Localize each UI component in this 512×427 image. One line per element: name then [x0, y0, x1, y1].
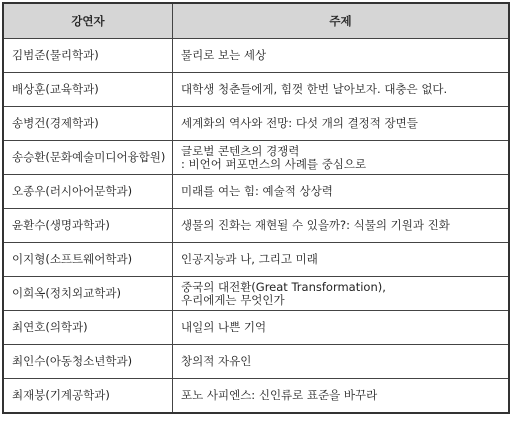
table-row	[3, 379, 509, 414]
table-row	[3, 243, 509, 277]
header-row	[3, 3, 509, 39]
topic-cell: 포노 사피엔스: 신인류로 표준을 바꾸라	[173, 379, 510, 414]
speaker-cell: 오종우(러시아어문학과)	[3, 175, 173, 209]
table-row	[3, 175, 509, 209]
topic-line: 중국의 대전환(Great Transformation),	[181, 279, 386, 294]
table-row	[3, 277, 509, 311]
speaker-cell: 최연호(의학과)	[3, 311, 173, 345]
speaker-cell: 이희옥(정치외교학과)	[3, 277, 173, 311]
topic-line: : 비언어 퍼포먼스의 사례를 중심으로	[181, 156, 367, 171]
table-row	[3, 107, 509, 141]
topic-line: 글로벌 콘텐츠의 경쟁력	[181, 143, 300, 158]
speaker-cell: 송병건(경제학과)	[3, 107, 173, 141]
topic-cell: 세계화의 역사와 전망: 다섯 개의 결정적 장면들	[173, 107, 510, 141]
topic-cell: 창의적 자유인	[173, 345, 510, 379]
table-row	[3, 345, 509, 379]
topic-cell: 대학생 청춘들에게, 힘껏 한번 날아보자. 대충은 없다.	[173, 73, 510, 107]
lecture-table	[2, 2, 510, 414]
topic-cell: 내일의 나쁜 기억	[173, 311, 510, 345]
topic-cell: 미래를 여는 힘: 예술적 상상력	[173, 175, 510, 209]
table-row	[3, 209, 509, 243]
speaker-cell: 최재붕(기계공학과)	[3, 379, 173, 414]
speaker-cell: 이지형(소프트웨어학과)	[3, 243, 173, 277]
header-speaker: 강연자	[3, 3, 173, 39]
speaker-cell: 김범준(물리학과)	[3, 39, 173, 73]
speaker-cell: 송승환(문화예술미디어융합원)	[3, 141, 173, 175]
speaker-cell: 최인수(아동청소년학과)	[3, 345, 173, 379]
topic-cell: 생물의 진화는 재현될 수 있을까?: 식물의 기원과 진화	[173, 209, 510, 243]
topic-cell	[173, 277, 510, 311]
table-row	[3, 141, 509, 175]
speaker-cell: 윤환수(생명과학과)	[3, 209, 173, 243]
topic-line: 우리에게는 무엇인가	[181, 292, 285, 307]
table-row	[3, 39, 509, 73]
table-row	[3, 311, 509, 345]
header-topic: 주제	[173, 3, 510, 39]
topic-cell	[173, 141, 510, 175]
topic-cell: 물리로 보는 세상	[173, 39, 510, 73]
table-row	[3, 73, 509, 107]
speaker-cell: 배상훈(교육학과)	[3, 73, 173, 107]
topic-cell: 인공지능과 나, 그리고 미래	[173, 243, 510, 277]
